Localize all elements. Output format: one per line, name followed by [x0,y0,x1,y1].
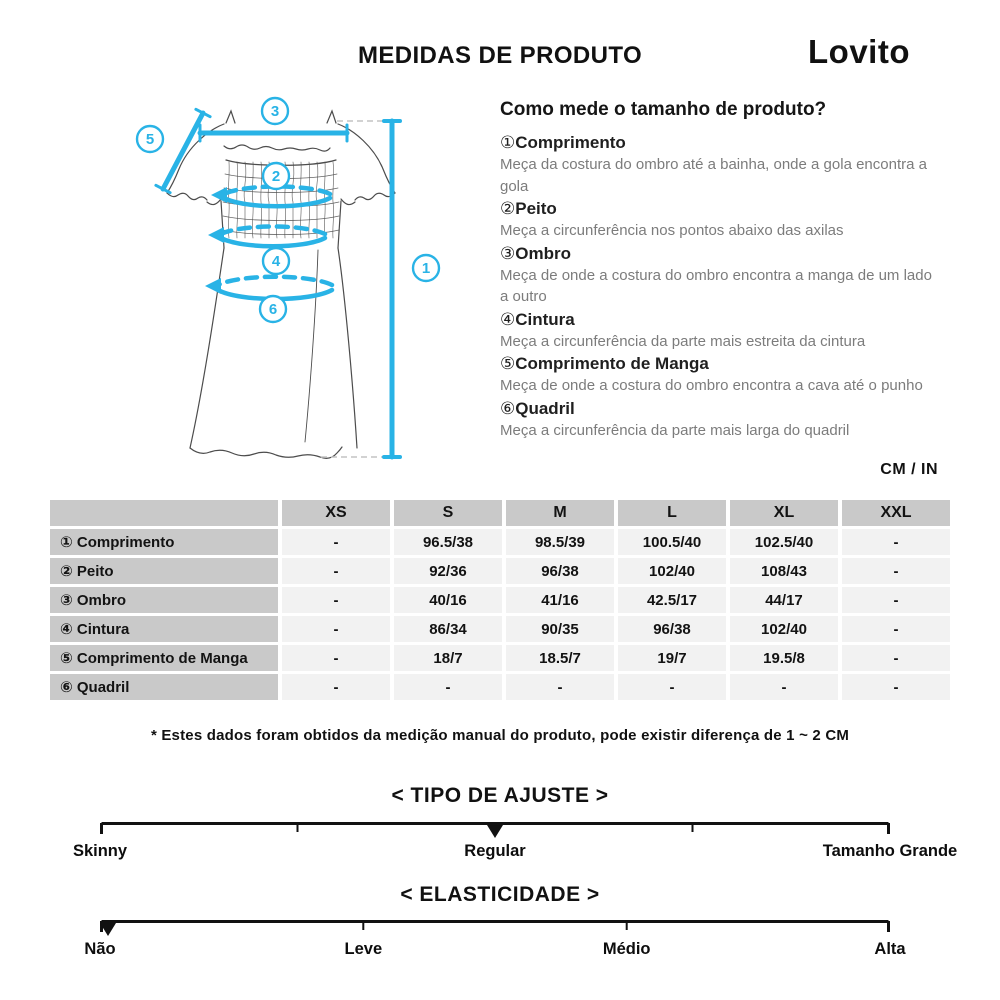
measure-cell: 90/35 [506,616,614,642]
elasticity-title: < ELASTICIDADE > [400,883,600,906]
size-table-head [50,500,950,526]
measure-cell: 102.5/40 [730,529,838,555]
measure-cell: - [282,616,390,642]
measure-annotations [156,109,400,457]
column-header-l: L [618,500,726,526]
measure-cell: 102/40 [730,616,838,642]
howto-item [500,198,932,242]
callout-5: 5 [145,131,155,148]
howto-term: ③Ombro [500,243,571,263]
size-table-body [50,529,950,700]
scale-label-leve: Leve [344,940,383,958]
measure-cell: - [394,674,502,700]
column-header-s: S [394,500,502,526]
scale-label-não: Não [84,940,116,958]
howto-desc: Meça da costura do ombro até a bainha, onde a gola encontra a gola [500,156,927,195]
howto-item [500,398,932,442]
measure-cell: 96/38 [618,616,726,642]
scale-label-skinny: Skinny [72,842,128,860]
measure-cell: - [282,645,390,671]
elasticity-labels [84,939,906,961]
callout-6: 6 [268,301,278,318]
scale-marker [487,825,503,838]
scale-graphic [100,919,890,939]
howto-desc: Meça a circunferência da parte mais estreita da cintura [500,332,866,350]
table-row [50,587,950,613]
measure-cell: 44/17 [730,587,838,613]
howto-term: ④Cintura [500,309,575,329]
table-row [50,558,950,584]
column-header-xl: XL [730,500,838,526]
measure-cell: - [282,529,390,555]
measurement-footnote: * Estes dados foram obtidos da medição manual do produto, pode existir diferença de 1 ~ 2 CM [150,727,850,744]
howto-item [500,243,932,308]
measure-cell: - [842,558,950,584]
howto-number: ④ [500,309,516,329]
size-table [46,497,954,703]
measure-cell: 19.5/8 [730,645,838,671]
column-header-xs: XS [282,500,390,526]
scale-label-médio: Médio [602,940,651,958]
measure-cell: - [282,558,390,584]
measure-cell: 92/36 [394,558,502,584]
measure-cell: - [618,674,726,700]
dress-diagram [105,90,485,480]
measure-cell: 96.5/38 [394,529,502,555]
measure-cell: - [842,529,950,555]
callout-4: 4 [271,253,281,270]
howto-desc: Meça a circunferência da parte mais larga do quadril [500,421,850,439]
measure-cell: 41/16 [506,587,614,613]
measure-cell: 100.5/40 [618,529,726,555]
measure-cell: - [842,616,950,642]
callout-3: 3 [270,103,280,120]
measure-cell: - [282,587,390,613]
row-label: ① Comprimento [50,529,278,555]
measure-cell: 18/7 [394,645,502,671]
measure-cell: - [730,674,838,700]
scale-label-alta: Alta [874,940,906,958]
table-row [50,674,950,700]
measure-cell: 42.5/17 [618,587,726,613]
measure-cell: - [282,674,390,700]
measure-cell: - [842,645,950,671]
measure-cell: - [842,587,950,613]
scale-label-tamanho-grande: Tamanho Grande [822,842,958,860]
measure-cell: 96/38 [506,558,614,584]
page-title: MEDIDAS DE PRODUTO [357,42,643,69]
measure-cell: 98.5/39 [506,529,614,555]
scale-label-regular: Regular [464,842,526,860]
fit-type-labels [72,841,958,863]
howto-section [500,99,932,441]
fit-type-track [100,821,890,841]
howto-desc: Meça de onde a costura do ombro encontra a cava até o punho [500,377,923,394]
row-label: ④ Cintura [50,616,278,642]
elasticity-track [100,919,890,939]
table-row [50,645,950,671]
howto-number: ② [500,199,516,218]
measure-cell: 108/43 [730,558,838,584]
row-label: ⑤ Comprimento de Manga [50,645,278,671]
measure-cell: - [506,674,614,700]
brand-logo: Lovito [808,33,910,70]
unit-label: CM / IN [880,461,938,478]
howto-number: ① [500,133,516,152]
measure-cell: 86/34 [394,616,502,642]
row-label: ⑥ Quadril [50,674,278,700]
corner-cell [50,500,278,526]
fit-type-scale [72,821,958,865]
row-label: ② Peito [50,558,278,584]
measure-cell: - [842,674,950,700]
howto-item [500,309,932,353]
measure-cell: 40/16 [394,587,502,613]
fit-type-title: < TIPO DE AJUSTE > [391,784,609,807]
measure-cell: 18.5/7 [506,645,614,671]
table-row [50,529,950,555]
scale-graphic [100,821,890,841]
howto-term: ⑤Comprimento de Manga [500,354,709,373]
table-row [50,616,950,642]
measure-cell: 102/40 [618,558,726,584]
howto-desc: Meça a circunferência nos pontos abaixo das axilas [500,222,844,239]
howto-term: ⑥Quadril [500,398,575,418]
callout-2: 2 [271,168,281,185]
howto-term: ②Peito [500,199,557,218]
howto-item [500,353,932,397]
howto-term: ①Comprimento [500,133,626,152]
column-header-m: M [506,500,614,526]
howto-number: ⑤ [500,354,516,373]
howto-desc: Meça de onde a costura do ombro encontra a manga de um lado a outro [500,266,932,305]
column-header-xxl: XXL [842,500,950,526]
elasticity-scale [84,919,906,963]
callout-1: 1 [421,260,431,277]
howto-heading: Como mede o tamanho de produto? [500,99,827,120]
row-label: ③ Ombro [50,587,278,613]
howto-number: ③ [500,243,516,263]
howto-item [500,132,932,197]
howto-list [500,132,932,441]
measure-cell: 19/7 [618,645,726,671]
howto-number: ⑥ [500,398,516,418]
